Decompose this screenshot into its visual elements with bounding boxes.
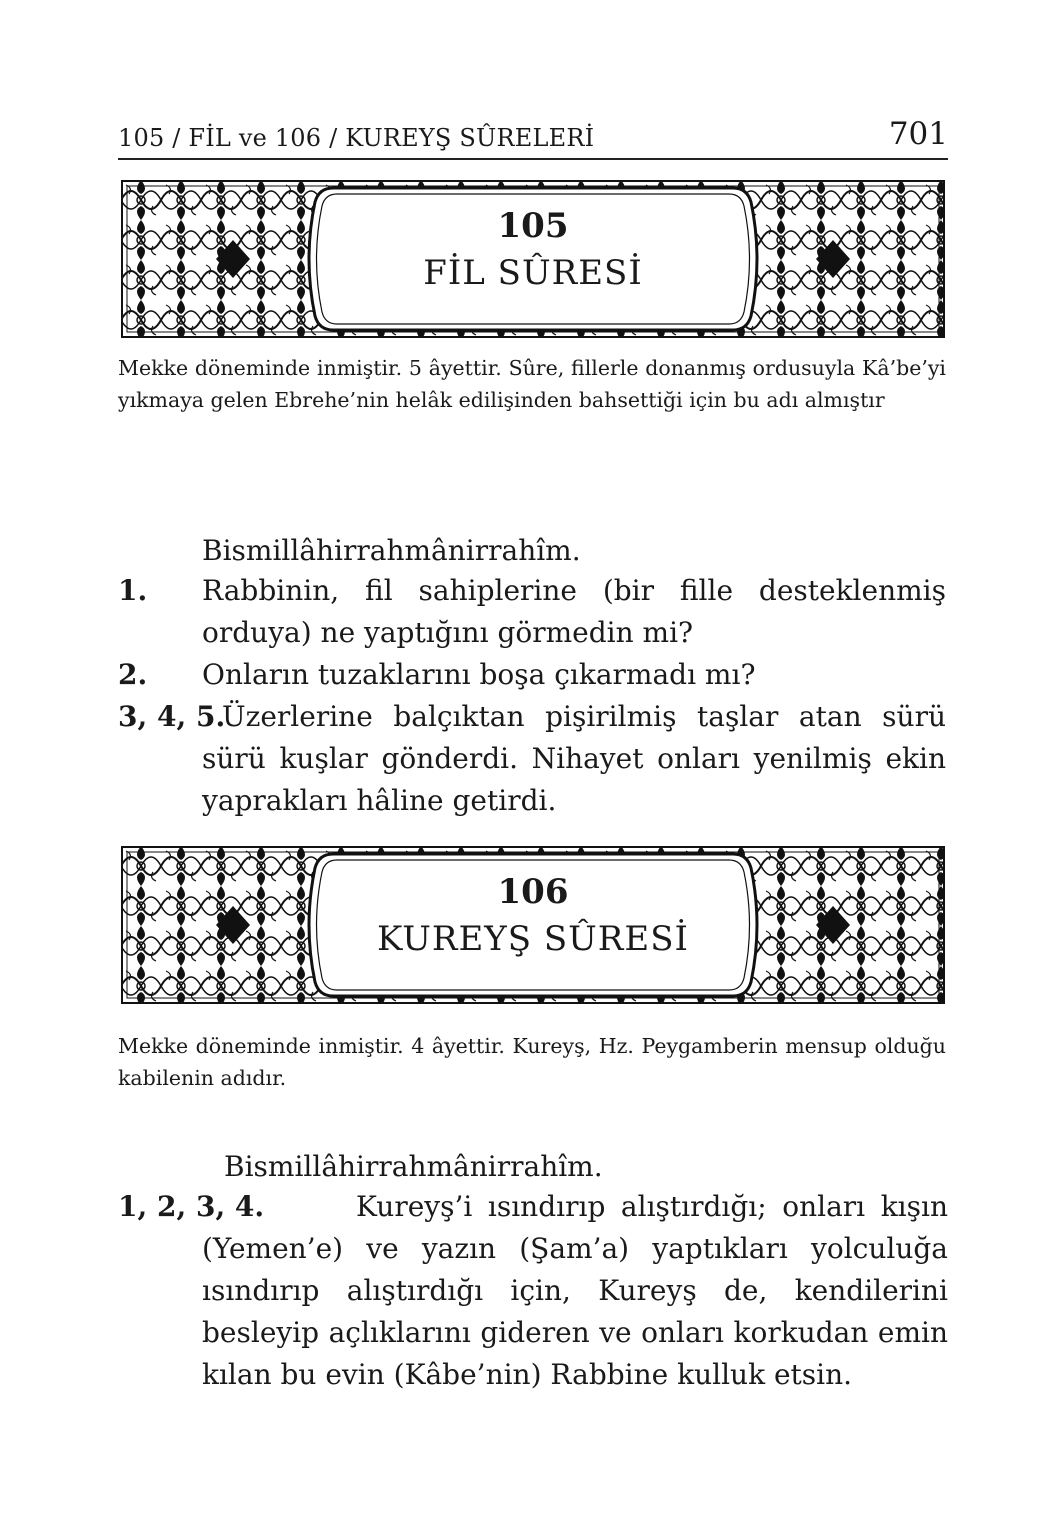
surah-intro: Mekke döneminde inmiştir. 5 âyettir. Sûre, fillerle donanmış ordusuyla Kâ’be’yi yıkmaya gelen Ebrehe’nin helâk edilişinden bahsettiği için bu adı almıştır [118,356,946,412]
verse-text: Rabbinin, fil sahiplerine (bir fille desteklenmiş orduya) ne yaptığını görmedin mi? [202,574,946,649]
verse-number: 3, 4, 5. [118,700,226,733]
surah-banner-105 [121,180,945,338]
surah-number: 105 [497,206,569,246]
surah-number: 106 [497,872,569,912]
verse-number: 2. [118,658,148,691]
surah-name: KUREYŞ SÛRESİ [377,919,689,959]
banner-text [321,206,745,294]
banner-text [321,872,745,960]
verse-text: Üzerlerine balçıktan pişirilmiş taşlar atan sürü sürü kuşlar gönderdi. Nihayet onları yenilmiş ekin yaprakları hâline getirdi. [202,700,946,817]
basmala: Bismillâhirrahmânirrahîm. [224,1150,603,1183]
verse-number: 1, 2, 3, 4. [118,1190,265,1223]
verse-text: Onların tuzaklarını boşa çıkarmadı mı? [202,658,756,691]
verse-number: 1. [118,574,148,607]
running-title: 105 / FİL ve 106 / KUREYŞ SÛRELERİ [118,124,595,152]
verse-text: Kureyş’i ısındırıp alıştırdığı; onları kışın (Yemen’e) ve yazın (Şam’a) yaptıkları yolculuğa ısındırıp alıştırdığı için, Kureyş de, kendilerini besleyip açlıklarını gideren ve onları korkudan emin kılan bu evin (Kâbe’nin) Rabbine kulluk etsin. [202,1190,948,1391]
running-head [118,118,948,160]
surah-banner-106 [121,846,945,1004]
surah-name: FİL SÛRESİ [423,253,643,293]
basmala: Bismillâhirrahmânirrahîm. [202,534,581,567]
page-number: 701 [888,116,948,152]
surah-intro: Mekke döneminde inmiştir. 4 âyettir. Kureyş, Hz. Peygamberin mensup olduğu kabilenin adıdır. [118,1034,946,1090]
